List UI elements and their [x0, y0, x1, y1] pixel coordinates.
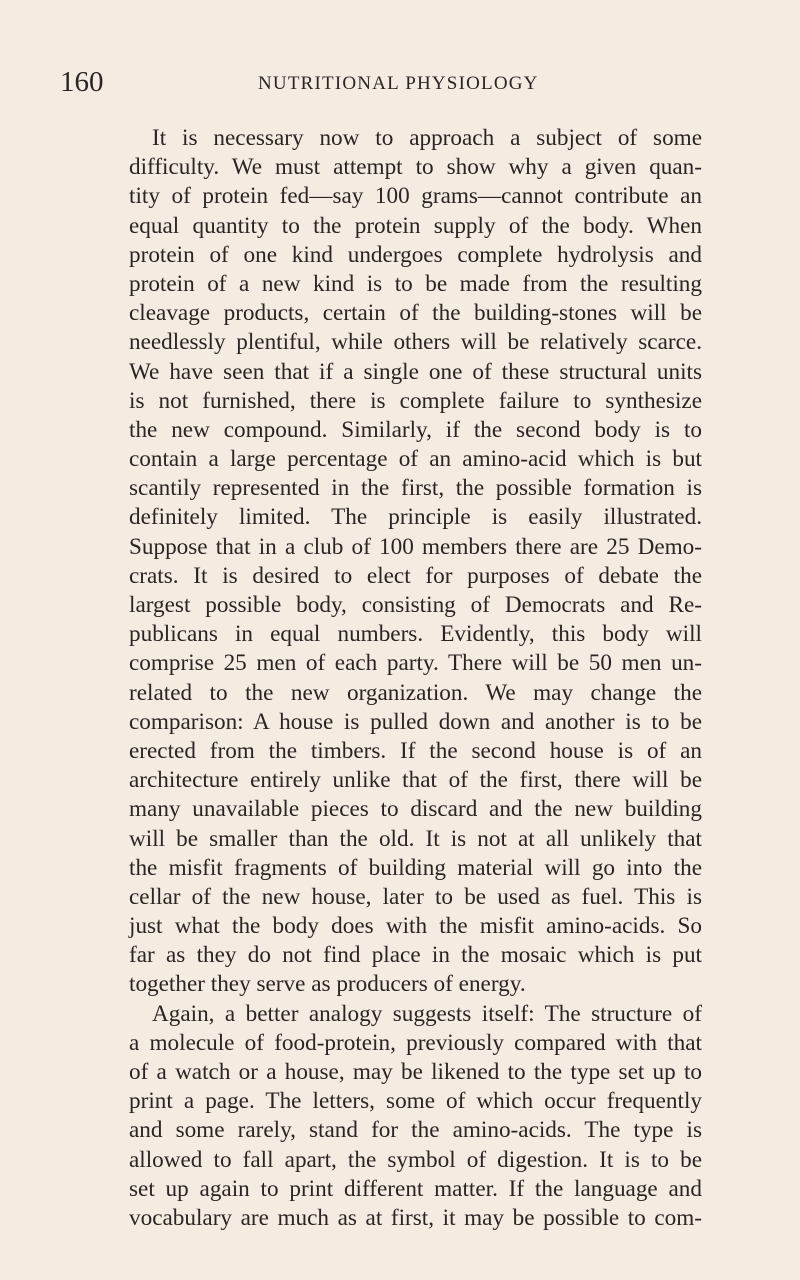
text-line: contain a large percentage of an amino-acid which is but — [129, 446, 702, 473]
text-line: far as they do not find place in the mosaic which is put — [129, 942, 702, 969]
text-line: crats. It is desired to elect for purposes of debate the — [129, 562, 702, 589]
text-line: the new compound. Similarly, if the second body is to — [129, 416, 702, 443]
text-line: Suppose that in a club of 100 members there are 25 Demo- — [129, 533, 702, 560]
text-line: cellar of the new house, later to be used as fuel. This is — [129, 883, 702, 910]
text-line: many unavailable pieces to discard and the new building — [129, 796, 702, 823]
text-line: scantily represented in the first, the possible formation is — [129, 475, 702, 502]
text-line: just what the body does with the misfit amino-acids. So — [129, 913, 702, 940]
text-line: comprise 25 men of each party. There will be 50 men un- — [129, 650, 702, 677]
text-line: a molecule of food-protein, previously compared with that — [129, 1029, 702, 1056]
text-line: largest possible body, consisting of Democrats and Re- — [129, 592, 702, 618]
text-line: allowed to fall apart, the symbol of digestion. It is to be — [129, 1146, 702, 1173]
text-line: erected from the timbers. If the second house is of an — [129, 737, 702, 764]
text-line: protein of a new kind is to be made from the resulting — [129, 270, 702, 297]
text-line: needlessly plentiful, while others will be relatively scarce. — [129, 329, 702, 356]
page-number: 160 — [60, 66, 104, 98]
text-line: definitely limited. The principle is easily illustrated. — [129, 504, 702, 531]
text-line: comparison: A house is pulled down and another is to be — [129, 708, 702, 735]
text-line: It is necessary now to approach a subject of some — [152, 125, 702, 151]
text-line: will be smaller than the old. It is not at all unlikely that — [129, 825, 702, 852]
text-line: of a watch or a house, may be likened to the type set up to — [129, 1059, 702, 1085]
text-line: Again, a better analogy suggests itself: The structure of — [152, 1000, 702, 1027]
text-line: equal quantity to the protein supply of the body. When — [129, 212, 702, 239]
text-line: related to the new organization. We may change the — [129, 679, 702, 706]
text-line: vocabulary are much as at first, it may be possible to com- — [129, 1204, 702, 1231]
text-line: print a page. The letters, some of which occur frequently — [129, 1088, 702, 1115]
text-line: difficulty. We must attempt to show why a given quan- — [129, 154, 702, 181]
text-line: together they serve as producers of energy. — [129, 971, 526, 998]
text-line: set up again to print different matter. If the language and — [129, 1175, 702, 1202]
text-line: architecture entirely unlike that of the first, there will be — [129, 767, 702, 794]
body-text — [129, 124, 702, 1233]
text-line: publicans in equal numbers. Evidently, this body will — [129, 621, 702, 648]
text-line: We have seen that if a single one of these structural units — [129, 358, 702, 385]
text-line: and some rarely, stand for the amino-acids. The type is — [129, 1117, 702, 1144]
running-title: NUTRITIONAL PHYSIOLOGY — [258, 73, 539, 94]
text-line: tity of protein fed—say 100 grams—cannot contribute an — [129, 183, 702, 210]
text-line: is not furnished, there is complete failure to synthesize — [129, 387, 702, 414]
text-line: cleavage products, certain of the building-stones will be — [129, 300, 702, 327]
text-line: the misfit fragments of building material will go into the — [129, 854, 702, 881]
text-line: protein of one kind undergoes complete hydrolysis and — [129, 241, 702, 268]
